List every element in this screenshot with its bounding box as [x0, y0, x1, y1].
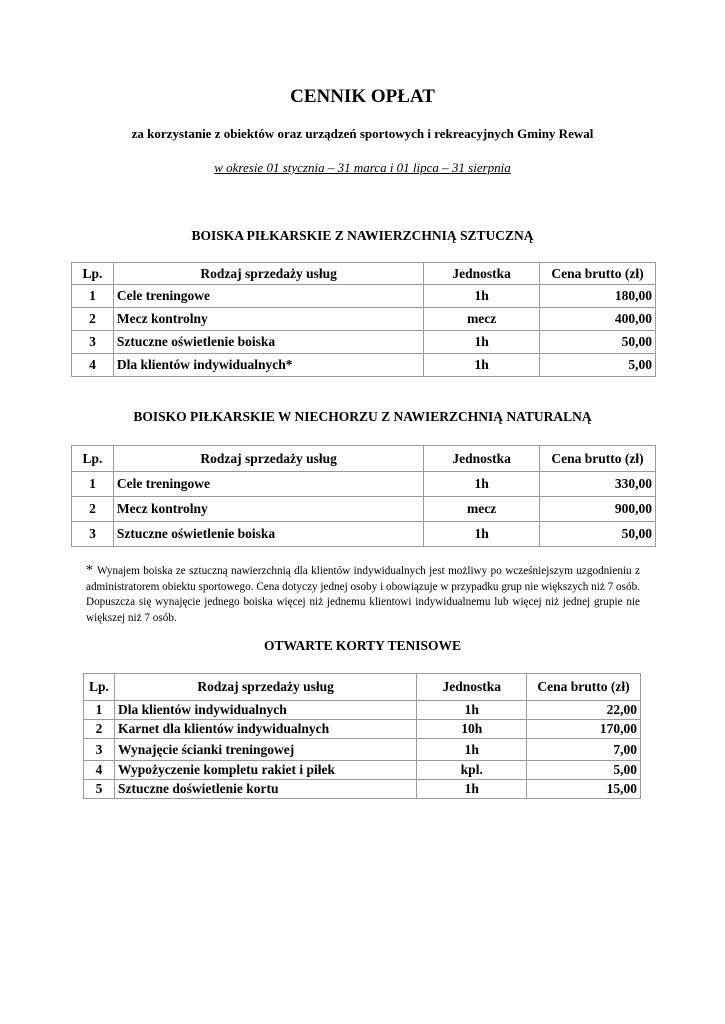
header-lp: Lp. — [72, 263, 114, 285]
table-row — [84, 780, 641, 799]
cell-price: 5,00 — [527, 761, 641, 780]
cell-unit: 1h — [424, 285, 540, 308]
cell-service: Cele treningowe — [113, 472, 423, 497]
cell-price: 900,00 — [540, 497, 656, 522]
cell-price: 400,00 — [540, 308, 656, 331]
cell-price: 330,00 — [540, 472, 656, 497]
cell-service: Cele treningowe — [113, 285, 423, 308]
header-service: Rodzaj sprzedaży usług — [113, 263, 423, 285]
table-row — [72, 285, 656, 308]
cell-unit: 1h — [417, 780, 527, 799]
period-text — [0, 160, 725, 176]
cell-lp: 2 — [72, 497, 114, 522]
cell-unit: kpl. — [417, 761, 527, 780]
cell-service: Mecz kontrolny — [113, 308, 423, 331]
cell-unit: 1h — [417, 739, 527, 761]
cell-lp: 4 — [72, 354, 114, 377]
header-unit: Jednostka — [424, 446, 540, 472]
cell-unit: 1h — [424, 354, 540, 377]
section1-heading: BOISKA PIŁKARSKIE Z NAWIERZCHNIĄ SZTUCZNĄ — [191, 228, 534, 243]
header-unit: Jednostka — [417, 674, 527, 701]
section3-heading: OTWARTE KORTY TENISOWE — [263, 638, 462, 653]
cell-lp: 4 — [84, 761, 115, 780]
cell-service: Mecz kontrolny — [113, 497, 423, 522]
cell-service: Dla klientów indywidualnych — [114, 701, 416, 720]
header-price: Cena brutto (zł) — [540, 446, 656, 472]
cell-unit: 1h — [424, 472, 540, 497]
cell-price: 7,00 — [527, 739, 641, 761]
header-unit: Jednostka — [424, 263, 540, 285]
footnote-mark: * — [86, 563, 93, 578]
table-row — [84, 739, 641, 761]
cell-unit: mecz — [424, 497, 540, 522]
cell-service: Sztuczne oświetlenie boiska — [113, 522, 423, 547]
cell-lp: 5 — [84, 780, 115, 799]
header-lp: Lp. — [84, 674, 115, 701]
table-header-row — [72, 263, 656, 285]
table-header-row — [72, 446, 656, 472]
page-title: CENNIK OPŁAT — [290, 86, 435, 107]
table-row — [72, 354, 656, 377]
cell-service: Dla klientów indywidualnych* — [113, 354, 423, 377]
table-row — [72, 331, 656, 354]
cell-unit: 1h — [424, 522, 540, 547]
cell-lp: 1 — [72, 472, 114, 497]
cell-unit: 1h — [424, 331, 540, 354]
cell-lp: 1 — [84, 701, 115, 720]
period-label: w okresie 01 stycznia – 31 marca i 01 lipca – 31 sierpnia — [214, 160, 511, 175]
table-row — [72, 308, 656, 331]
cell-lp: 3 — [72, 522, 114, 547]
table-row — [72, 522, 656, 547]
table-row — [84, 761, 641, 780]
cell-service: Wynajęcie ścianki treningowej — [114, 739, 416, 761]
cell-service: Wypożyczenie kompletu rakiet i piłek — [114, 761, 416, 780]
section3-table — [83, 673, 641, 799]
header-lp: Lp. — [72, 446, 114, 472]
cell-price: 170,00 — [527, 720, 641, 739]
table-header-row — [84, 674, 641, 701]
section2-table — [71, 445, 656, 547]
cell-price: 50,00 — [540, 522, 656, 547]
header-service: Rodzaj sprzedaży usług — [114, 674, 416, 701]
cell-price: 15,00 — [527, 780, 641, 799]
cell-unit: 10h — [417, 720, 527, 739]
cell-service: Sztuczne doświetlenie kortu — [114, 780, 416, 799]
footnote-text: Wynajem boiska ze sztuczną nawierzchnią dla klientów indywidualnych jest możliwy po wcześniejszym uzgodnieniu z administratorem obiektu sportowego. Cena dotyczy jednej osoby i obowiązuje w przypadku grup nie większych niż 7 osób. Dopuszcza się wynajęcie jednego boiska więcej niż jednemu klientowi indywidualnemu lub więcej niż jednej grupie nie większej niż 7 osób. — [86, 565, 640, 624]
table-row — [84, 701, 641, 720]
header-service: Rodzaj sprzedaży usług — [113, 446, 423, 472]
section1-table — [71, 262, 656, 377]
cell-price: 50,00 — [540, 331, 656, 354]
cell-price: 5,00 — [540, 354, 656, 377]
cell-unit: mecz — [424, 308, 540, 331]
footnote — [86, 563, 640, 626]
page-subtitle: za korzystanie z obiektów oraz urządzeń sportowych i rekreacyjnych Gminy Rewal — [131, 126, 594, 141]
table-row — [72, 497, 656, 522]
section2-heading: BOISKO PIŁKARSKIE W NIECHORZU Z NAWIERZCHNIĄ NATURALNĄ — [133, 409, 592, 424]
cell-unit: 1h — [417, 701, 527, 720]
cell-price: 22,00 — [527, 701, 641, 720]
cell-lp: 3 — [84, 739, 115, 761]
header-price: Cena brutto (zł) — [540, 263, 656, 285]
table-row — [84, 720, 641, 739]
cell-service: Karnet dla klientów indywidualnych — [114, 720, 416, 739]
cell-price: 180,00 — [540, 285, 656, 308]
cell-lp: 2 — [72, 308, 114, 331]
cell-lp: 3 — [72, 331, 114, 354]
cell-lp: 2 — [84, 720, 115, 739]
cell-lp: 1 — [72, 285, 114, 308]
header-price: Cena brutto (zł) — [527, 674, 641, 701]
table-row — [72, 472, 656, 497]
cell-service: Sztuczne oświetlenie boiska — [113, 331, 423, 354]
